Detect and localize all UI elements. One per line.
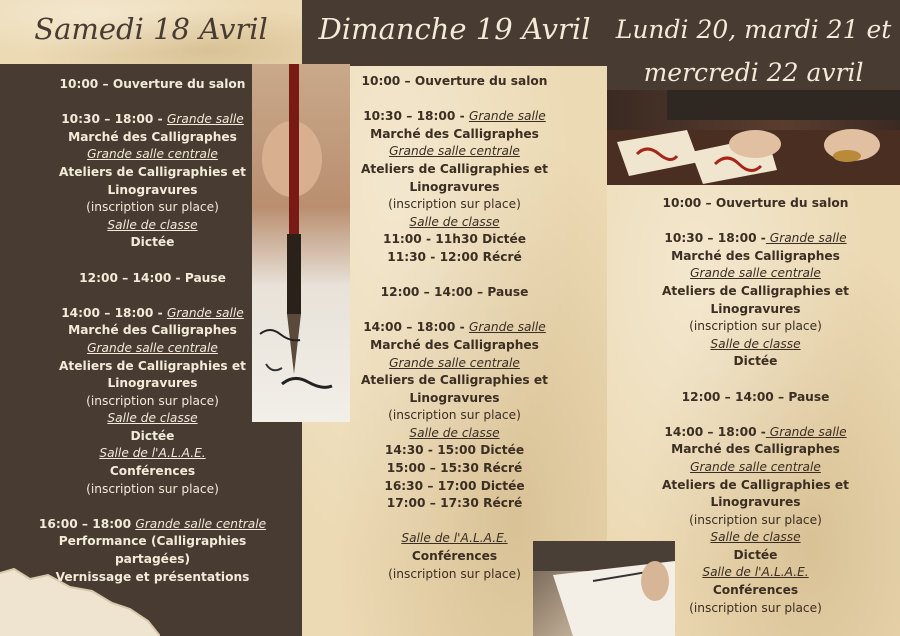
room-link: Grande salle [765, 231, 847, 246]
schedule-item [0, 111, 305, 129]
schedule-item [302, 319, 607, 337]
schedule-item: partagées) [114, 552, 191, 567]
room-link: Salle de l'A.L.A.E. [702, 565, 809, 580]
schedule-item [0, 305, 305, 323]
schedule-item: Marché des Calligraphes [671, 248, 840, 263]
schedule-sunday [302, 73, 607, 583]
schedule-item: Linogravures [710, 495, 801, 510]
schedule-item: Linogravures [409, 179, 500, 194]
room-link: Grande salle centrale [87, 147, 218, 162]
schedule-item: 11:30 - 12:00 Récré [387, 249, 522, 264]
schedule-item: Performance (Calligraphies [58, 534, 247, 549]
schedule-item: Linogravures [710, 301, 801, 316]
room-link: Salle de classe [409, 425, 500, 440]
schedule-item: Dictée [733, 354, 778, 369]
schedule-item: Marché des Calligraphes [68, 129, 237, 144]
schedule-note: (inscription sur place) [689, 319, 822, 334]
schedule-note: (inscription sur place) [86, 393, 219, 408]
schedule-item [607, 424, 900, 442]
schedule-item: 12:00 – 14:00 - Pause [79, 270, 226, 285]
room-link: Grande salle [468, 320, 546, 335]
schedule-weekdays [607, 195, 900, 617]
schedule-item: Dictée [130, 235, 175, 250]
heading-saturday: Samedi 18 Avril [34, 12, 268, 46]
schedule-note: (inscription sur place) [388, 408, 521, 423]
room-link: Salle de classe [710, 336, 801, 351]
schedule-item: Marché des Calligraphes [370, 337, 539, 352]
time-range: 14:00 – 18:00 - [664, 424, 766, 439]
schedule-item [302, 108, 607, 126]
schedule-note: (inscription sur place) [388, 566, 521, 581]
room-link: Salle de classe [107, 411, 198, 426]
schedule-item: Ateliers de Calligraphies et [361, 373, 548, 388]
schedule-note: (inscription sur place) [388, 197, 521, 212]
schedule-item: 15:00 – 15:30 Récré [386, 461, 523, 476]
schedule-item: 10:00 – Ouverture du salon [662, 196, 849, 210]
schedule-item: 16:30 – 17:00 Dictée [384, 478, 525, 493]
schedule-item: Ateliers de Calligraphies et [59, 164, 246, 179]
room-link: Grande salle centrale [135, 516, 267, 531]
schedule-item: Ateliers de Calligraphies et [662, 477, 849, 492]
room-link: Salle de classe [710, 530, 801, 545]
room-link: Grande salle centrale [87, 340, 218, 355]
heading-sunday: Dimanche 19 Avril [318, 12, 591, 46]
calligraphy-writing-photo [607, 90, 900, 185]
time-range: 14:00 – 18:00 - [363, 320, 465, 335]
schedule-item: 14:30 - 15:00 Dictée [384, 443, 525, 458]
schedule-note: (inscription sur place) [689, 600, 822, 615]
schedule-item: Marché des Calligraphes [370, 126, 539, 141]
room-link: Grande salle centrale [690, 459, 821, 474]
schedule-item: Conférences [712, 583, 799, 598]
time-range: 14:00 – 18:00 - [61, 305, 163, 320]
time-range: 10:30 – 18:00 - [664, 231, 766, 246]
schedule-item [0, 516, 305, 534]
schedule-item: Linogravures [107, 182, 198, 197]
schedule-item: Dictée [733, 547, 778, 562]
room-link: Grande salle [166, 305, 244, 320]
room-link: Grande salle centrale [389, 355, 520, 370]
heading-weekdays-line1: Lundi 20, mardi 21 et [615, 15, 892, 44]
schedule-item: Marché des Calligraphes [68, 323, 237, 338]
room-link: Salle de l'A.L.A.E. [401, 531, 508, 546]
room-link: Grande salle [765, 424, 847, 439]
time-range: 16:00 – 18:00 [38, 516, 132, 531]
schedule-item: 11:00 - 11h30 Dictée [382, 232, 527, 247]
room-link: Grande salle [468, 109, 546, 124]
schedule-item: Ateliers de Calligraphies et [662, 283, 849, 298]
room-link: Salle de classe [409, 214, 500, 229]
room-link: Grande salle centrale [690, 266, 821, 281]
heading-weekdays [607, 8, 900, 94]
room-link: Grande salle [166, 112, 244, 127]
schedule-item: Linogravures [107, 376, 198, 391]
room-link: Grande salle centrale [389, 144, 520, 159]
schedule-item: Conférences [411, 549, 498, 564]
heading-weekdays-line2: mercredi 22 avril [643, 58, 864, 87]
schedule-item: Conférences [109, 464, 196, 479]
schedule-item: 12:00 – 14:00 – Pause [380, 285, 529, 300]
schedule-item: Vernissage et présentations [55, 569, 250, 584]
time-range: 10:30 – 18:00 - [61, 112, 163, 127]
schedule-item: 10:00 – Ouverture du salon [59, 77, 246, 91]
time-range: 10:30 – 18:00 - [363, 109, 465, 124]
schedule-item: Ateliers de Calligraphies et [361, 161, 548, 176]
schedule-item: 17:00 – 17:30 Récré [386, 496, 523, 511]
schedule-item: Linogravures [409, 390, 500, 405]
room-link: Salle de l'A.L.A.E. [99, 446, 206, 461]
room-link: Salle de classe [107, 217, 198, 232]
schedule-saturday [0, 76, 305, 586]
schedule-item [607, 230, 900, 248]
schedule-item: Dictée [130, 428, 175, 443]
schedule-item: 12:00 – 14:00 – Pause [681, 389, 830, 404]
schedule-note: (inscription sur place) [86, 481, 219, 496]
schedule-item: 10:00 – Ouverture du salon [361, 74, 548, 88]
schedule-item: Marché des Calligraphes [671, 442, 840, 457]
schedule-note: (inscription sur place) [86, 200, 219, 215]
schedule-item: Ateliers de Calligraphies et [59, 358, 246, 373]
schedule-note: (inscription sur place) [689, 512, 822, 527]
